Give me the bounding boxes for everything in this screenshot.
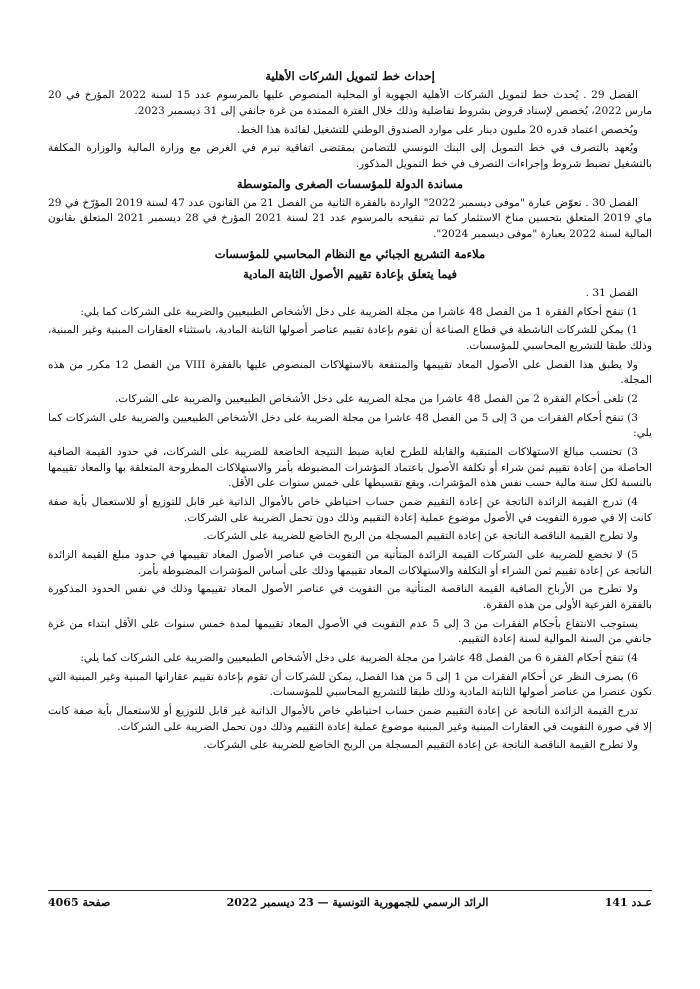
paragraph: الفصل 31 .: [585, 287, 638, 299]
paragraph: 4) تدرج القيمة الزائدة الناتجة عن إعادة التقييم ضمن حساب احتياطي خاص بالأموال الذاتية غير قابل للتوزيع أو للاستعمال بأية صفة كانت إلا في صورة التفويت في الأصول موضوع عملية إعادة التقييم وذلك دون تحمل الضريبة على الشركات.: [48, 496, 652, 524]
paragraph: 3) تحتسب مبالغ الاستهلاكات المتبقية والقابلة للطرح لغاية ضبط النتيجة الخاضعة للضريبة على الشركات، في حدود القيمة الصافية الحاصلة من إعادة تقييم ثمن شراء أو تكلفة الأصول باعتماد المؤشرات المضبوطة بأمر والاستهلاكات المطروحة المتعلقة بها والمعاد تقييمها بالنسبة لكل سنة مالية حسب نفس هذه المؤشرات، ويقع تقسيطها على خمس سنوات على الأقل.: [48, 446, 652, 490]
paragraph: ولا تطرح القيمة الناقصة الناتجة عن إعادة التقييم المسجلة من الربح الخاضع للضريبة على الشركات.: [203, 739, 638, 752]
paragraph: 1) يمكن للشركات الناشطة في قطاع الصناعة أن تقوم بإعادة تقييم عناصر أصولها الثابتة المادية، باستثناء العقارات المبنية وغير المبنية، وذلك طبقا للتشريع المحاسبي للمؤسسات.: [48, 324, 652, 353]
footer-divider: [48, 890, 652, 891]
paragraph: ولا يطبق هذا الفصل على الأصول المعاد تقييمها والمنتفعة بالاستهلاكات المنصوص عليها بالفقرة VIII من الفصل 12 مكرر من هذه المجلة.: [48, 358, 652, 387]
paragraph: 4) تنقح أحكام الفقرة 6 من الفصل 48 عاشرا من مجلة الضريبة على دخل الأشخاص الطبيعيين والضريبة على الشركات كما يلي:: [80, 652, 638, 665]
issue-number: عـدد 141: [604, 896, 652, 909]
section-heading: إحداث خط لتمويل الشركات الأهلية: [265, 69, 435, 83]
paragraph: 2) تلغى أحكام الفقرة 2 من الفصل 48 عاشرا من مجلة الضريبة على دخل الأشخاص الطبيعيين والضريبة على الشركات.: [114, 393, 638, 406]
paragraph: يستوجب الانتفاع بأحكام الفقرات من 3 إلى 5 عدم التفويت في الأصول المعاد تقييمها لمدة خمس سنوات على الأقل ابتداء من غرة جانفي من السنة الموالية لسنة إعادة التقييم.: [48, 617, 652, 646]
paragraph: تدرج القيمة الزائدة الناتجة عن إعادة التقييم ضمن حساب احتياطي خاص بالأموال الذاتية غير قابل للتوزيع أو للاستعمال بأية صفة كانت إلا في صورة التفويت في العقارات المبنية وغير المبنية موضوع عملية إعادة التقييم وذلك دون تحمل الضريبة على الشركات.: [48, 705, 652, 733]
document-body: [48, 66, 652, 757]
page-number: صفحة 4065: [48, 896, 111, 909]
page-footer: [48, 896, 652, 909]
paragraph: ويُعهد بالتصرف في خط التمويل إلى البنك التونسي للتضامن بمقتضى اتفاقية تبرم في الغرض مع وزارة المالية والوزارة المكلفة بالتشغيل تضبط شروط وإجراءات التصرف في خط التمويل المذكور.: [48, 142, 652, 170]
section-heading: فيما يتعلق بإعادة تقييم الأصول الثابتة المادية: [243, 266, 457, 281]
paragraph: الفصل 30 . تعوّض عبارة "موفى ديسمبر 2022" الواردة بالفقرة الثانية من الفصل 21 من القانون عدد 47 لسنة 2019 المؤرّخ في 29 ماي 2019 المتعلق بتحسين مناخ الاستثمار كما تم تنقيحه بالمرسوم عدد 21 لسنة 2021 المؤرخ في 28 ديسمبر 2021 المتعلق بقانون المالية لسنة 2022 بعبارة "موفى ديسمبر 2024".: [48, 196, 652, 241]
paragraph: 1) تنقح أحكام الفقرة 1 من الفصل 48 عاشرا من مجلة الضريبة على دخل الأشخاص الطبيعيين والضريبة على الشركات كما يلي:: [80, 305, 638, 318]
paragraph: 3) تنقح أحكام الفقرات من 3 إلى 5 من الفصل 48 عاشرا من مجلة الضريبة على دخل الأشخاص الطبيعيين والضريبة على الشركات كما يلي:: [48, 411, 652, 440]
section-heading: مساندة الدولة للمؤسسات الصغرى والمتوسطة: [236, 176, 464, 191]
paragraph: ولا تطرح القيمة الناقصة الناتجة عن إعادة التقييم المسجلة من الربح الخاضع للضريبة على الشركات.: [203, 530, 638, 543]
section-heading: ملاءمة التشريع الجبائي مع النظام المحاسبي للمؤسسات: [214, 246, 486, 261]
paragraph: 5) لا تخضع للضريبة على الشركات القيمة الزائدة المتأتية من التفويت في عناصر الأصول المعاد تقييمها في حدود مبلغ القيمة الزائدة الناتجة عن إعادة تقييم ثمن الشراء أو التكلفة والاستهلاكات المعاد تقييمها وذلك على أساس المؤشرات المضبوطة بأمر.: [48, 549, 652, 577]
paragraph: ويُخصص اعتماد قدره 20 مليون دينار على موارد الصندوق الوطني للتشغيل لفائدة هذا الخط.: [236, 123, 638, 136]
paragraph: ولا تطرح من الأرباح الصافية القيمة الناقصة المتأتية من التفويت في عناصر الأصول المعاد تقييمها وذلك في نفس الحدود المذكورة بالفقرة الفرعية الأولى من هذه الفقرة.: [48, 583, 652, 612]
paragraph: الفصل 29 . يُحدث خط لتمويل الشركات الأهلية الجهوية أو المحلية المنصوص عليها بالمرسوم عدد 15 لسنة 2022 المؤرخ في 20 مارس 2022، يُخصص لإسناد قروض بشروط تفاضلية وذلك خلال الفترة الممتدة من غرة جانفي إلى 31 ديسمبر 2023.: [48, 89, 652, 117]
gazette-title-date: الرائد الرسمي للجمهورية التونسية — 23 ديسمبر 2022: [226, 896, 489, 909]
paragraph: 6) بصرف النظر عن أحكام الفقرات من 1 إلى 5 من هذا الفصل، يمكن للشركات أن تقوم بإعادة تقييم عقاراتها المبنية وغير المبنية التي تكون عنصرا من عناصر أصولها الثابتة المادية وذلك طبقا للتشريع المحاسبي للمؤسسات.: [48, 670, 652, 699]
